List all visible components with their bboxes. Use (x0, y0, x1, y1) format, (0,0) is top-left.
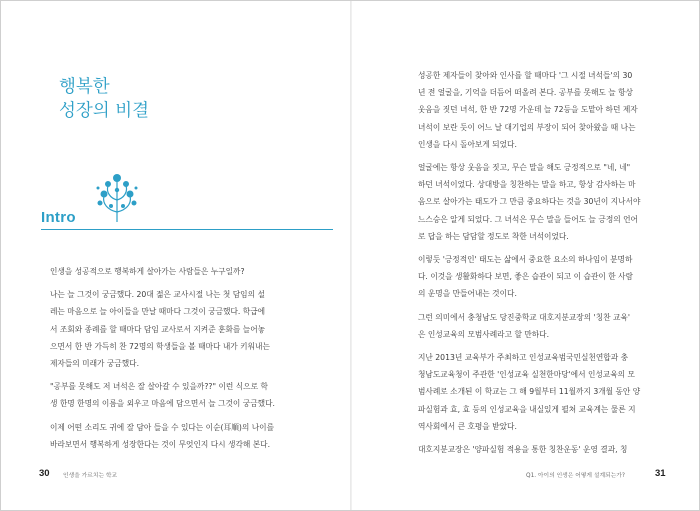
running-head-right: Q1. 아이의 인생은 어떻게 설계되는가? (526, 473, 625, 479)
text-line: 이제 어떤 소리도 귀에 잘 담아 들을 수 있다는 이순(耳順)의 나이를 (50, 422, 275, 432)
text-line: 파실험과 효, 효 등의 인성교육을 내실있게 펼쳐 교육계는 물론 지 (418, 404, 636, 414)
text-line: 그런 의미에서 충청남도 당진중학교 대호지분교장의 '칭찬 교육' (418, 312, 630, 322)
text-line: 청남도교육청이 주관한 '인성교육 실천한마당'에서 인성교육의 모 (418, 370, 635, 380)
floral-ornament-icon (94, 172, 140, 222)
text-line: 지난 2013년 교육부가 주최하고 인성교육범국민실천연합과 충 (418, 353, 629, 363)
page-number-right: 31 (655, 468, 666, 479)
text-line: 의 운명을 만들어내는 것이다. (418, 289, 517, 299)
text-line: 녀석이 보란 듯이 어느 날 대기업의 부장이 되어 찾아왔을 때 나는 (418, 122, 636, 132)
text-line: 인생을 성공적으로 행복하게 살아가는 사람들은 누구일까? (50, 267, 245, 276)
paragraph (41, 263, 331, 280)
text-line: 역사회에서 큰 호평을 받았다. (418, 421, 517, 431)
text-line: 서 조회와 종례를 할 때마다 담임 교사로서 지켜준 훈화를 늘어놓 (50, 324, 266, 334)
text-line: 로 답을 하는 담담할 정도로 착한 녀석이었다. (418, 231, 569, 241)
paragraph (409, 349, 667, 435)
text-line: 제자들의 미래가 궁금했다. (50, 359, 140, 369)
running-head-left: 인생을 가르치는 학교 (63, 473, 118, 479)
paragraph (409, 251, 667, 303)
page-gutter (350, 1, 352, 510)
text-line: 웃음을 짓던 녀석, 한 반 72명 가운데 늘 72등을 도맡아 하던 제자 (418, 105, 638, 115)
text-line: 인생을 다시 돌아보게 되었다. (418, 139, 517, 149)
paragraph (409, 159, 667, 245)
text-line: 얼굴에는 항상 웃음을 짓고, 무슨 말을 해도 긍정적으로 "네, 네" (418, 163, 631, 173)
text-line: 년 전 얼굴을, 기억을 더듬어 떠올려 본다. 공부를 못해도 늘 항상 (418, 88, 633, 98)
text-line: 음으로 살아가는 태도가 그 만큼 중요하다는 것을 30년이 지나서야 (418, 197, 641, 207)
paragraph (409, 309, 667, 343)
chapter-title-line: 행복한 (59, 77, 110, 97)
paragraph (41, 419, 331, 453)
text-line: 이렇듯 '긍정적인' 태도는 삶에서 중요한 요소의 하나임이 분명하 (418, 255, 633, 265)
paragraph (409, 67, 667, 153)
intro-label: Intro (41, 209, 76, 226)
chapter-title (59, 75, 149, 123)
text-line: 범사례로 소개된 이 학교는 그 해 9월부터 11월까지 3개월 동안 양 (418, 387, 641, 397)
paragraph (41, 286, 331, 372)
chapter-title-line: 성장의 비결 (59, 101, 150, 121)
text-line: "공부를 못해도 저 녀석은 잘 살아갈 수 있을까??" 이런 식으로 학 (50, 382, 268, 392)
intro-divider (41, 229, 333, 230)
text-line: 느스승은 알게 되었다. 그 녀석은 무슨 말을 들어도 늘 긍정의 언어 (418, 214, 638, 224)
text-line: 생 한명 한명의 이름을 외우고 마음에 담으면서 늘 그것이 궁금했다. (50, 399, 275, 409)
text-line: 대호지분교장은 '양파실험 적용을 통한 칭찬운동' 운영 결과, 칭 (418, 445, 628, 455)
text-line: 으면서 한 반 가득히 찬 72명의 학생들을 볼 때마다 내가 키워내는 (50, 341, 270, 351)
page-number-left: 30 (39, 468, 50, 479)
text-line: 레는 마음으로 늘 아이들을 만날 때마다 그것이 궁금했다. 학급에 (50, 307, 266, 317)
right-body-text (409, 67, 667, 464)
text-line: 바라보면서 행복하게 성장한다는 것이 무엇인지 다시 생각해 본다. (50, 439, 271, 449)
paragraph (41, 378, 331, 412)
text-line: 성공한 제자들이 찾아와 인사를 할 때마다 '그 시절 녀석들'의 30 (418, 71, 633, 80)
paragraph (409, 441, 667, 458)
text-line: 나는 늘 그것이 궁금했다. 20대 젊은 교사시절 나는 첫 담임의 설 (50, 290, 265, 300)
text-line: 하던 녀석이었다. 상대방을 칭찬하는 말을 하고, 항상 감사하는 마 (418, 180, 636, 190)
text-line: 다. 이것을 생활화하다 보면, 좋은 습관이 되고 이 습관이 한 사람 (418, 272, 633, 282)
left-body-text (41, 263, 331, 459)
text-line: 은 인성교육의 모범사례라고 할 만하다. (418, 329, 550, 339)
